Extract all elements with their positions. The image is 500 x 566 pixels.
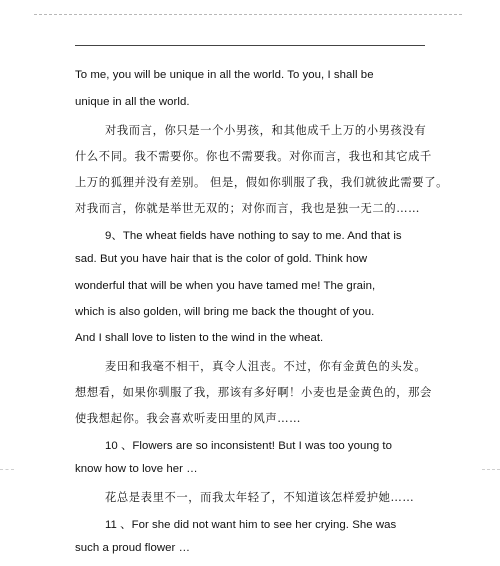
text-line: And I shall love to listen to the wind in the wheat.: [75, 332, 324, 344]
text-line: 对我而言，你只是一个小男孩，和其他成千上万的小男孩没有: [105, 124, 427, 137]
text-line: know how to love her …: [75, 463, 198, 475]
text-line: which is also golden, will bring me back the thought of you.: [75, 306, 375, 318]
text-line: To me, you will be unique in all the world. To you, I shall be: [75, 69, 374, 81]
text-line: 9、The wheat fields have nothing to say to me. And that is: [105, 230, 402, 242]
page-break-marker-left: [0, 469, 14, 470]
page-break-marker-right: [482, 469, 500, 470]
text-line: 使我想起你。我会喜欢听麦田里的风声……: [75, 412, 302, 425]
text-line: 什么不同。我不需要你。你也不需要我。对你而言，我也和其它成千: [75, 150, 432, 163]
text-line: unique in all the world.: [75, 96, 190, 108]
text-line: such a proud flower …: [75, 542, 191, 554]
text-line: wonderful that will be when you have tamed me! The grain,: [75, 280, 376, 292]
text-line: 麦田和我毫不相干，真令人沮丧。不过，你有金黄色的头发。: [105, 360, 427, 373]
text-line: 对我而言，你就是举世无双的；对你而言，我也是独一无二的……: [75, 202, 421, 215]
text-line: 想想看，如果你驯服了我，那该有多好啊！小麦也是金黄色的，那会: [75, 386, 432, 399]
text-line: sad. But you have hair that is the color of gold. Think how: [75, 253, 368, 265]
header-rule: [75, 45, 425, 46]
top-dashed-rule: [34, 14, 462, 15]
text-line: 10 、Flowers are so inconsistent! But I was too young to: [105, 440, 393, 452]
text-line: 花总是表里不一，而我太年轻了，不知道该怎样爱护她……: [105, 491, 415, 504]
text-line: 11 、For she did not want him to see her crying. She was: [105, 519, 397, 531]
text-line: 上万的狐狸并没有差别。 但是，假如你驯服了我，我们就彼此需要了。: [75, 176, 448, 189]
